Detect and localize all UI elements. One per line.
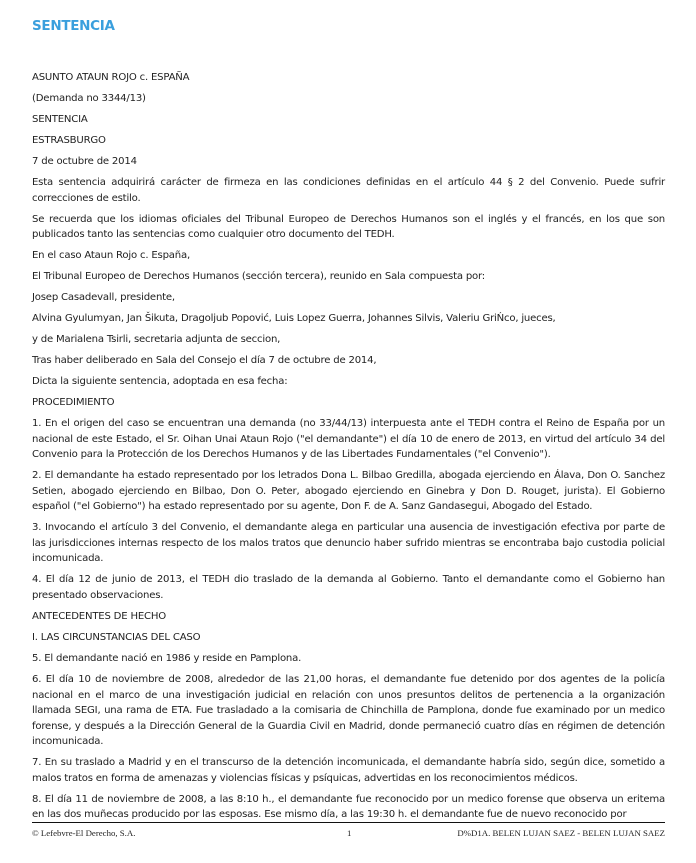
footer-copyright: © Lefebvre-El Derecho, S.A.: [32, 828, 136, 838]
paragraph-dicta: Dicta la siguiente sentencia, adoptada en esa fecha:: [32, 376, 288, 388]
date: 7 de octubre de 2014: [32, 156, 137, 167]
paragraph-caso: En el caso Ataun Rojo c. España,: [32, 250, 190, 262]
paragraph-secretaria: y de Marialena Tsirli, secretaria adjunta de seccion,: [32, 334, 281, 346]
numbered-paragraph-4: 4. El día 12 de junio de 2013, el TEDH dio traslado de la demanda al Gobierno. Tanto el demandante como el Gobierno han presentado observaciones.: [32, 574, 665, 601]
numbered-paragraph-6: 6. El día 10 de noviembre de 2008, alrededor de las 21,00 horas, el demandante fue detenido por dos agentes de la policía nacional en el marco de una investigación judicial en relación con unos presuntos delitos de pertenencia a la organización llamada SEGI, una rama de ETA. Fue trasladado a la comisaria de Chinchilla de Pamplona, donde fue examinado por un medico forense, y después a la Dirección General de la Guardia Civil en Madrid, donde permaneció cuatro días en régimen de detención incomunicada.: [32, 674, 665, 748]
document-type: SENTENCIA: [32, 114, 88, 125]
section-antecedentes: ANTECEDENTES DE HECHO: [32, 611, 166, 623]
paragraph-idiomas: Se recuerda que los idiomas oficiales del Tribunal Europeo de Derechos Humanos son el inglés y el francés, en los que son publicados tanto las sentencias como cualquier otro documento del TEDH.: [32, 213, 665, 241]
paragraph-firmeza: Esta sentencia adquirirá carácter de firmeza en las condiciones definidas en el artículo 44 § 2 del Convenio. Puede sufrir correcciones de estilo.: [32, 177, 665, 204]
paragraph-presidente: Josep Casadevall, presidente,: [32, 292, 175, 304]
location: ESTRASBURGO: [32, 135, 106, 146]
numbered-paragraph-8: 8. El día 11 de noviembre de 2008, a las 8:10 h., el demandante fue reconocido por un medico forense que observa un eritema en las dos muñecas producido por las esposas. Ese mismo día, a las 19:30 h. el demandante fue de nuevo reconocido por: [32, 793, 665, 821]
numbered-paragraph-3: 3. Invocando el artículo 3 del Convenio, el demandante alega en particular una ausencia de investigación efectiva por parte de las jurisdicciones internas respecto de los malos tratos que denuncio haber sufrido mientras se encontraba bajo custodia policial incomunicada.: [32, 522, 665, 565]
document-body: [32, 70, 665, 828]
application-number: (Demanda no 3344/13): [32, 93, 146, 104]
numbered-paragraph-1: 1. En el origen del caso se encuentran una demanda (no 33/44/13) interpuesta ante el TEDH contra el Reino de España por un nacional de este Estado, el Sr. Oihan Unai Ataun Rojo ("el demandante") el día 10 de enero de 2013, en virtud del artículo 34 del Convenio para la Protección de los Derechos Humanos y de las Libertades Fundamentales ("el Convenio").: [32, 418, 665, 461]
section-procedimiento: PROCEDIMIENTO: [32, 397, 115, 409]
paragraph-tribunal: El Tribunal Europeo de Derechos Humanos (sección tercera), reunido en Sala compuesta por:: [32, 271, 485, 283]
footer-user: D%D1A. BELEN LUJAN SAEZ - BELEN LUJAN SAEZ: [457, 828, 665, 838]
paragraph-jueces: Alvina Gyulumyan, Jan Šikuta, Dragoljub Popović, Luis Lopez Guerra, Johannes Silvis, Valeriu GriŃco, jueces,: [32, 313, 556, 325]
section-circunstancias: I. LAS CIRCUNSTANCIAS DEL CASO: [32, 632, 201, 644]
case-title: ASUNTO ATAUN ROJO c. ESPAÑA: [32, 72, 190, 83]
numbered-paragraph-7: 7. En su traslado a Madrid y en el transcurso de la detención incomunicada, el demandante habría sido, según dice, sometido a malos tratos en forma de amenazas y violencias físicas y psíquicas, advertidas en los reconocimientos médicos.: [32, 757, 665, 784]
paragraph-deliberado: Tras haber deliberado en Sala del Consejo el día 7 de octubre de 2014,: [32, 355, 377, 367]
page-footer: [32, 822, 665, 839]
numbered-paragraph-5: 5. El demandante nació en 1986 y reside en Pamplona.: [32, 653, 302, 665]
footer-page-number: 1: [347, 828, 352, 838]
document-heading: SENTENCIA: [32, 18, 115, 34]
numbered-paragraph-2: 2. El demandante ha estado representado por los letrados Dona L. Bilbao Gredilla, abogada ejerciendo en Álava, Don O. Sanchez Setien, abogado ejerciendo en Bilbao, Don O. Peter, abogado ejerciendo en Ginebra y Don D. Rouget, jurista). El Gobierno español ("el Gobierno") ha estado representado por su agente, Don F. de A. Sanz Gandasegui, Abogado del Estado.: [32, 470, 665, 513]
